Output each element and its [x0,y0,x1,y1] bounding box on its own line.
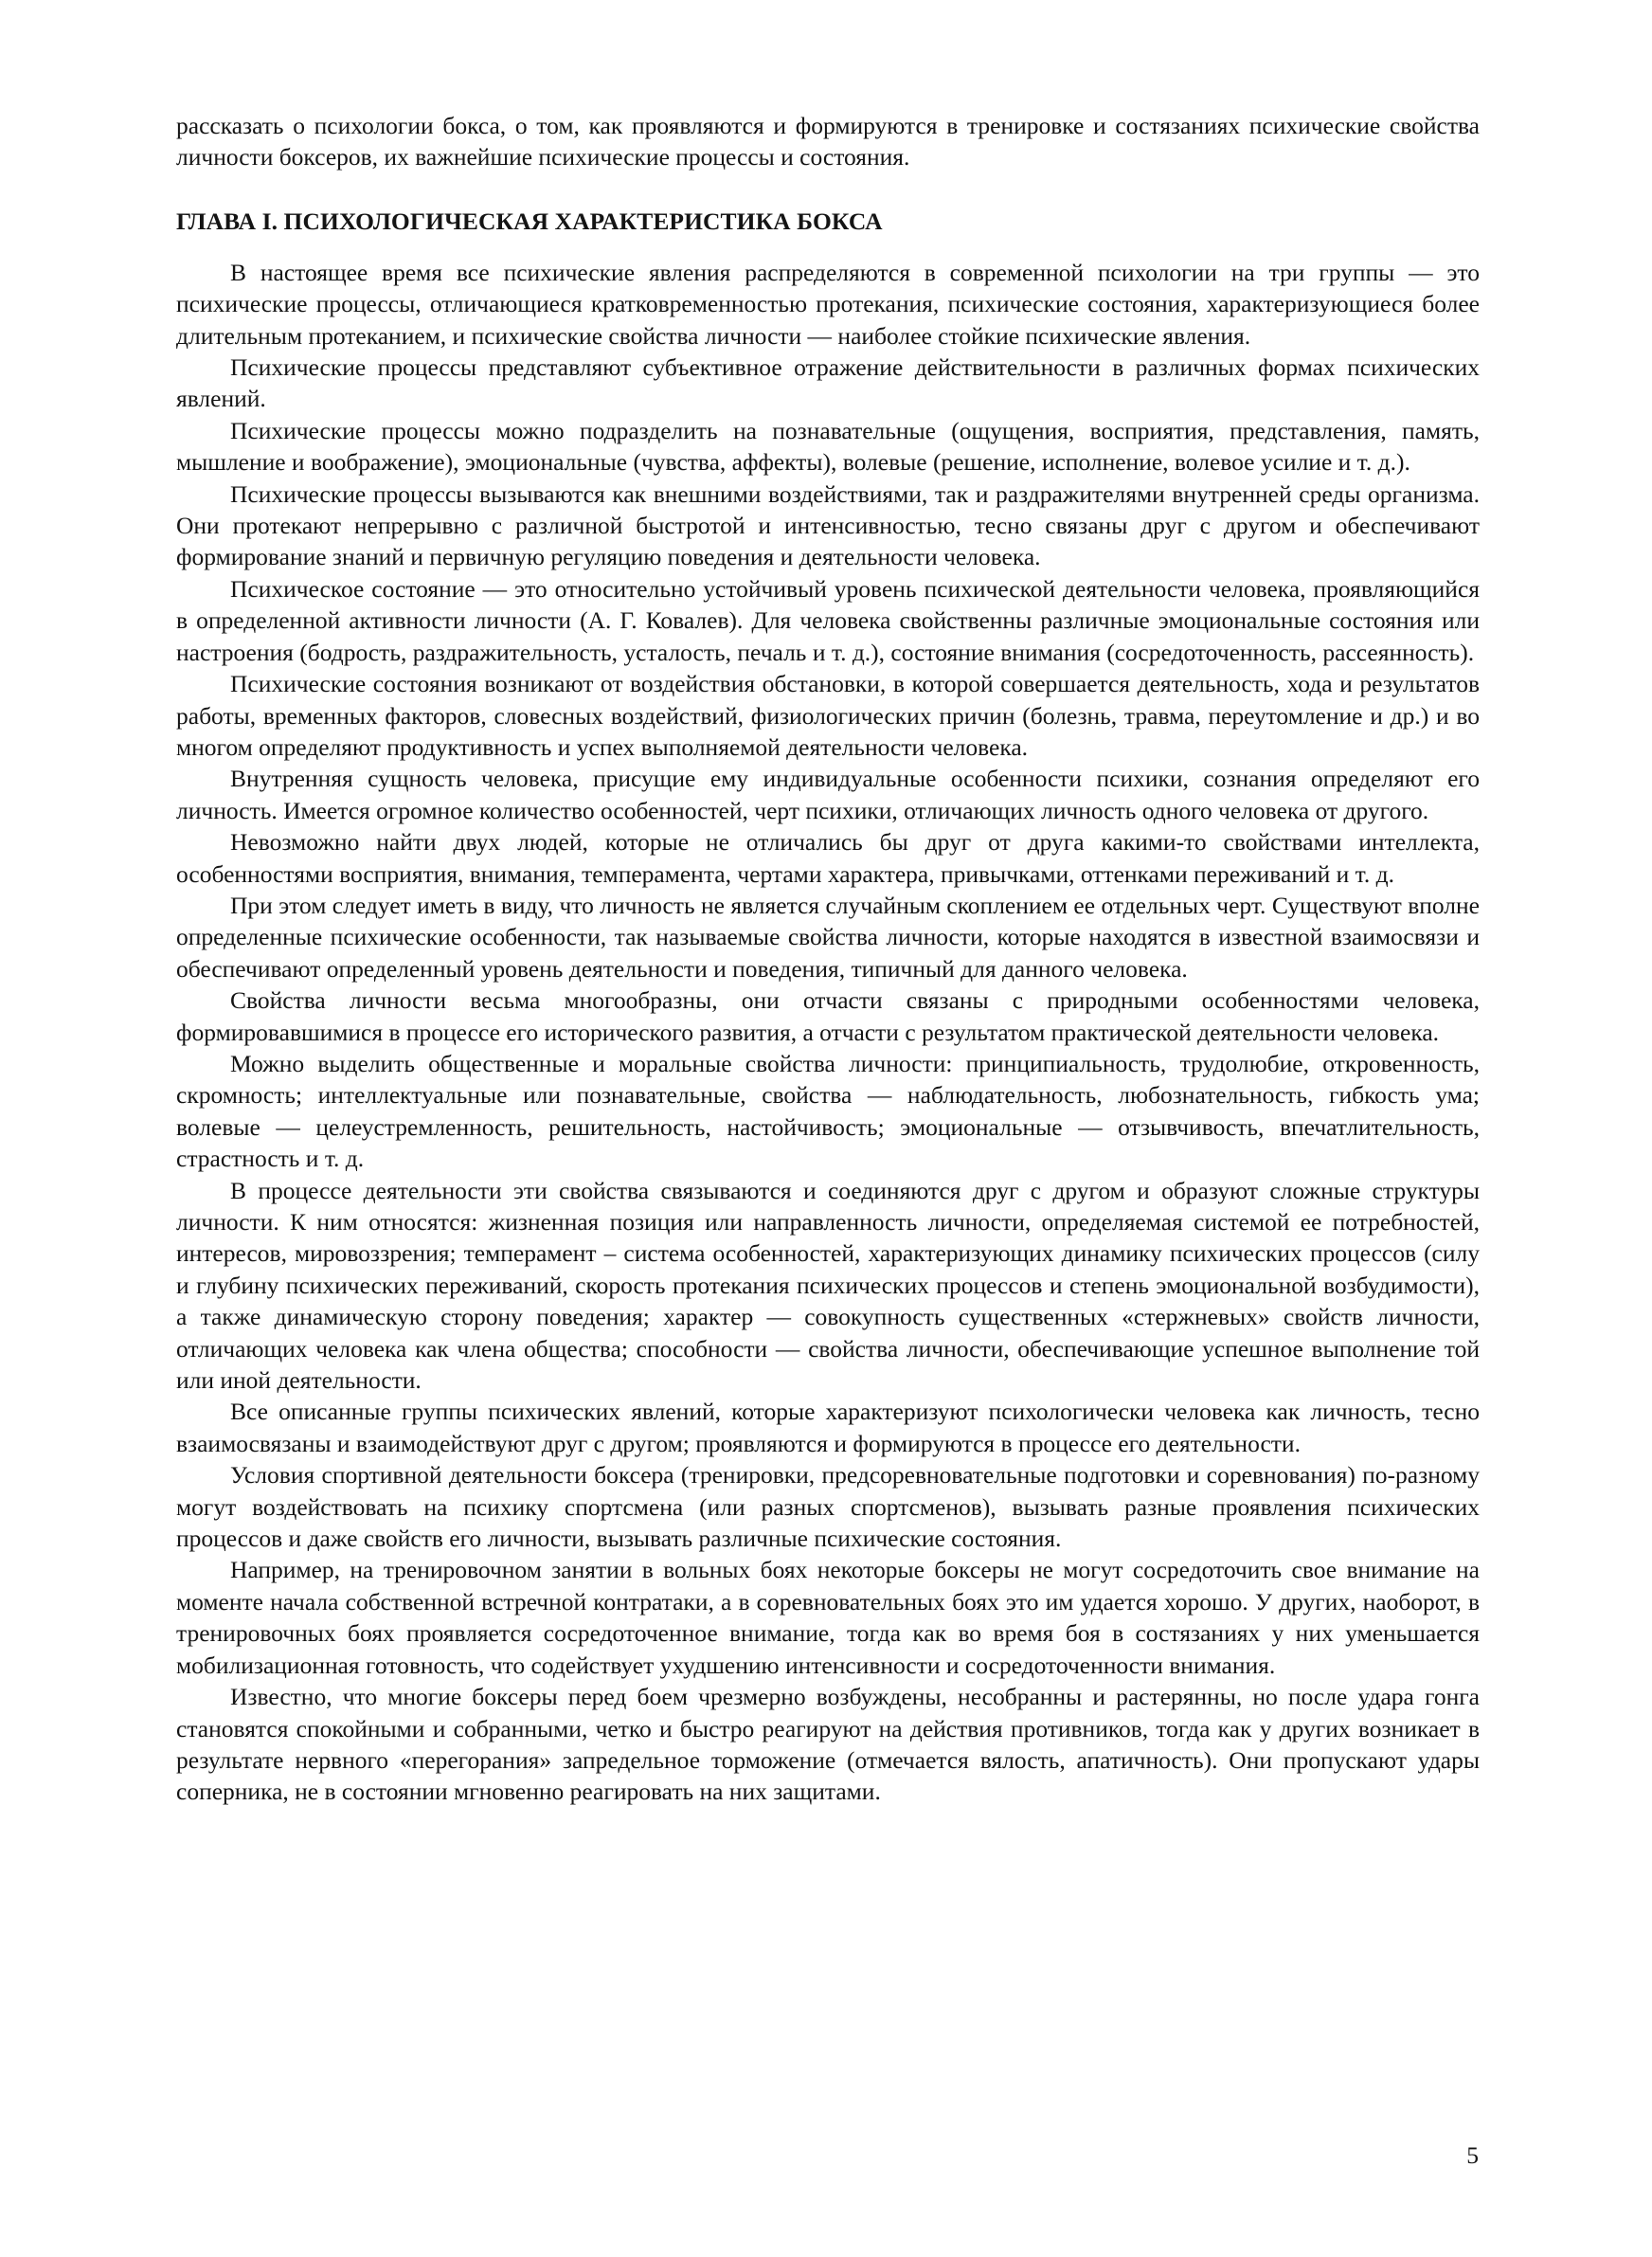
body-paragraph: При этом следует иметь в виду, что личность не является случайным скоплением ее отдельных черт. Существуют вполне определенные психические особенности, так называемые свойства личности, которые находятся в известной взаимосвязи и обеспечивают определенный уровень деятельности и поведения, типичный для данного человека. [176,891,1480,983]
body-paragraph: Невозможно найти двух людей, которые не отличались бы друг от друга какими-то свойствами интеллекта, особенностями восприятия, внимания, темперамента, чертами характера, привычками, оттенками переживаний и т. д. [176,828,1480,888]
body-paragraph: Например, на тренировочном занятии в вольных боях некоторые боксеры не могут сосредоточить свое внимание на моменте начала собственной встречной контратаки, а в соревновательных боях это им удается хорошо. У других, наоборот, в тренировочных боях проявляется сосредоточенное внимание, тогда как во время боя в состязаниях у них уменьшается мобилизационная готовность, что содействует ухудшению интенсивности и сосредоточенности внимания. [176,1556,1480,1679]
body-paragraph: Психические процессы представляют субъективное отражение действительности в различных формах психических явлений. [176,353,1480,413]
body-paragraph: В настоящее время все психические явления распределяются в современной психологии на три группы — это психические процессы, отличающиеся кратковременностью протекания, психические состояния, характеризующиеся более длительным протеканием, и психические свойства личности — наиболее стойкие психические явления. [176,258,1480,350]
body-paragraph: Психическое состояние — это относительно устойчивый уровень психической деятельности человека, проявляющийся в определенной активности личности (А. Г. Ковалев). Для человека свойственны различные эмоциональные состояния или настроения (бодрость, раздражительность, усталость, печаль и т. д.), состояние внимания (сосредоточенность, рассеянность). [176,574,1480,666]
body-paragraph: Психические состояния возникают от воздействия обстановки, в которой совершается деятельность, хода и результатов работы, временных факторов, словесных воздействий, физиологических причин (болезнь, травма, переутомление и др.) и во многом определяют продуктивность и успех выполняемой деятельности человека. [176,670,1480,761]
page-content [176,110,1480,1808]
body-paragraph: Свойства личности весьма многообразны, они отчасти связаны с природными особенностями человека, формировавшимися в процессе его исторического развития, а отчасти с результатом практической деятельности человека. [176,986,1480,1046]
body-paragraph: Условия спортивной деятельности боксера (тренировки, предсоревновательные подготовки и соревнования) по-разному могут воздействовать на психику спортсмена (или разных спортсменов), вызывать разные проявления психических процессов и даже свойств его личности, вызывать различные психические состояния. [176,1461,1480,1553]
intro-paragraph: рассказать о психологии бокса, о том, как проявляются и формируются в тренировке и состязаниях психические свойства личности боксеров, их важнейшие психические процессы и состояния. [176,112,1480,172]
body-paragraph: Все описанные группы психических явлений, которые характеризуют психологически человека как личность, тесно взаимосвязаны и взаимодействуют друг с другом; проявляются и формируются в процессе его деятельности. [176,1398,1480,1457]
body-paragraph: Внутренняя сущность человека, присущие ему индивидуальные особенности психики, сознания определяют его личность. Имеется огромное количество особенностей, черт психики, отличающих личность одного человека от другого. [176,765,1480,824]
page-number: 5 [1466,2141,1479,2169]
body-paragraph: Известно, что многие боксеры перед боем чрезмерно возбуждены, несобранны и растерянны, но после удара гонга становятся спокойными и собранными, четко и быстро реагируют на действия противников, тогда как у других возникает в результате нервного «перегорания» запредельное торможение (отмечается вялость, апатичность). Они пропускают удары соперника, не в состоянии мгновенно реагировать на них защитами. [176,1683,1480,1806]
body-paragraph: Психические процессы можно подразделить на познавательные (ощущения, восприятия, представления, память, мышление и воображение), эмоциональные (чувства, аффекты), волевые (решение, исполнение, волевое усилие и т. д.). [176,416,1480,477]
chapter-heading: ГЛАВА I. ПСИХОЛОГИЧЕСКАЯ ХАРАКТЕРИСТИКА БОКСА [176,207,883,235]
body-paragraph: Психические процессы вызываются как внешними воздействиями, так и раздражителями внутренней среды организма. Они протекают непрерывно с различной быстротой и интенсивностью, тесно связаны друг с другом и обеспечивают формирование знаний и первичную регуляцию поведения и деятельности человека. [176,479,1480,571]
body-paragraph: В процессе деятельности эти свойства связываются и соединяются друг с другом и образуют сложные структуры личности. К ним относятся: жизненная позиция или направленность личности, определяемая системой ее потребностей, интересов, мировоззрения; темперамент – система особенностей, характеризующих динамику психических процессов (силу и глубину психических переживаний, скорость протекания психических процессов и степень эмоциональной возбудимости), а также динамическую сторону поведения; характер — совокупность существенных «стержневых» свойств личности, отличающих человека как члена общества; способности — свойства личности, обеспечивающие успешное выполнение той или иной деятельности. [176,1176,1480,1395]
body-paragraph: Можно выделить общественные и моральные свойства личности: принципиальность, трудолюбие, откровенность, скромность; интеллектуальные или познавательные, свойства — наблюдательность, любознательность, гибкость ума; волевые — целеустремленность, решительность, настойчивость; эмоциональные — отзывчивость, впечатлительность, страстность и т. д. [176,1049,1480,1173]
